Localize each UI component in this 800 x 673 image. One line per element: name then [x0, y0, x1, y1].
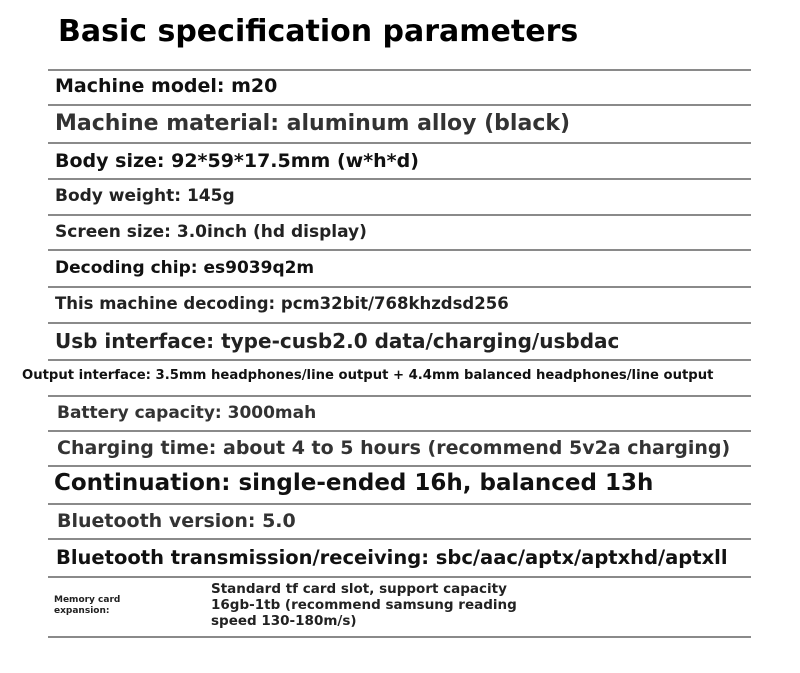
spec-body-size: Body size: 92*59*17.5mm (w*h*d) [55, 150, 419, 172]
memory-card-value [211, 581, 517, 629]
spec-body-weight: Body weight: 145g [55, 186, 235, 206]
spec-row-bluetooth-version [48, 503, 751, 537]
spec-row-machine-model [48, 69, 751, 102]
spec-row-bluetooth-transmission [48, 538, 751, 576]
memory-card-label-line2: expansion: [54, 606, 110, 616]
page-title: Basic specification parameters [58, 14, 579, 49]
spec-row-battery-capacity [48, 395, 751, 429]
spec-row-machine-decoding [48, 286, 751, 321]
spec-machine-model: Machine model: m20 [55, 75, 278, 97]
spec-row-body-weight [48, 178, 751, 213]
spec-row-charging-time [48, 430, 751, 464]
spec-row-body-size [48, 142, 751, 177]
memory-card-value-line1: Standard tf card slot, support capacity [211, 581, 507, 597]
memory-card-label-line1: Memory card [54, 595, 121, 605]
divider [48, 359, 751, 361]
spec-charging-time: Charging time: about 4 to 5 hours (recommend 5v2a charging) [57, 437, 731, 459]
memory-card-value-line3: speed 130-180m/s) [211, 613, 357, 629]
spec-bluetooth-version: Bluetooth version: 5.0 [57, 510, 296, 532]
divider [48, 636, 751, 638]
spec-row-decoding-chip [48, 249, 751, 285]
spec-row-screen-size [48, 214, 751, 248]
spec-bluetooth-transmission: Bluetooth transmission/receiving: sbc/aac/aptx/aptxhd/aptxll [56, 546, 728, 569]
spec-row-output-interface [14, 360, 774, 394]
memory-card-label [54, 595, 120, 617]
spec-decoding-chip: Decoding chip: es9039q2m [55, 258, 315, 278]
spec-row-usb-interface [48, 322, 751, 359]
spec-machine-material: Machine material: aluminum alloy (black) [55, 111, 571, 136]
spec-output-interface: Output interface: 3.5mm headphones/line output + 4.4mm balanced headphones/line output [22, 368, 714, 383]
spec-usb-interface: Usb interface: type-cusb2.0 data/charging/usbdac [55, 329, 620, 353]
spec-machine-decoding: This machine decoding: pcm32bit/768khzdsd256 [55, 294, 509, 313]
memory-card-value-line2: 16gb-1tb (recommend samsung reading [211, 597, 517, 613]
spec-row-continuation [48, 465, 751, 502]
spec-row-machine-material [48, 104, 751, 140]
spec-row-memory-card [48, 576, 751, 636]
spec-screen-size: Screen size: 3.0inch (hd display) [55, 222, 367, 242]
spec-continuation: Continuation: single-ended 16h, balanced 13h [54, 470, 654, 496]
spec-battery-capacity: Battery capacity: 3000mah [57, 403, 317, 423]
